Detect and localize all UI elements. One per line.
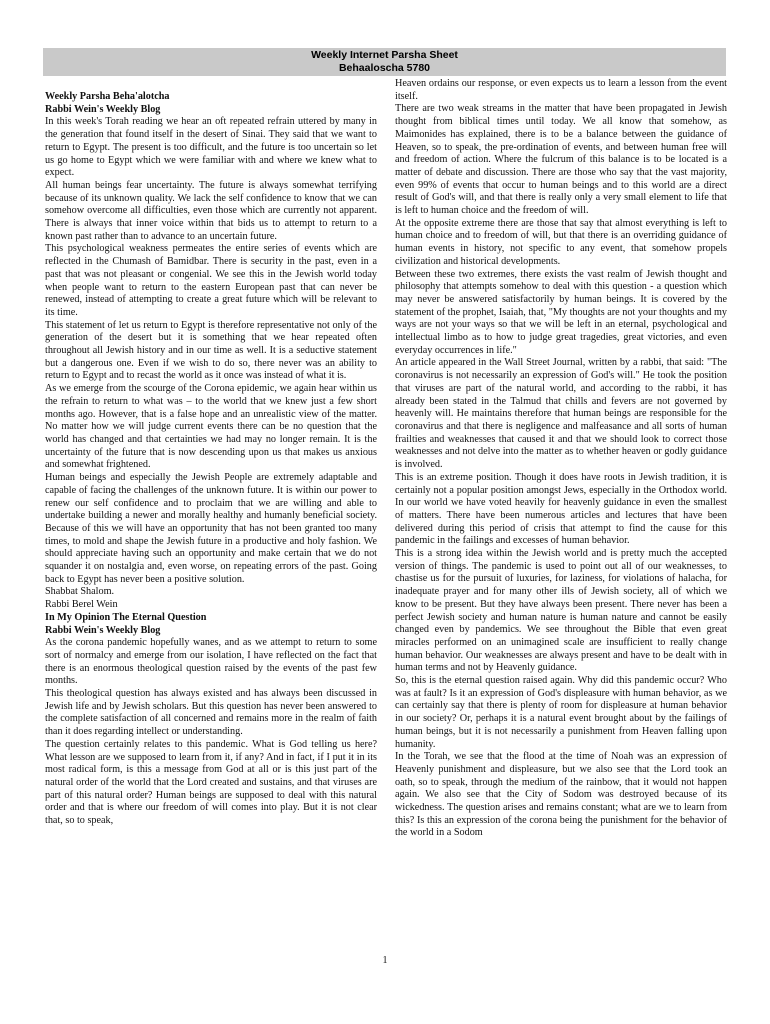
paragraph: As we emerge from the scourge of the Corona epidemic, we again hear within us the refrain to return to what was – to the world that we knew just a few short months ago. However, that is a false hope and an unrealistic view of the matter. No matter how we will judge current events there can be no question that the world has changed and that certainties we had may no longer remain. It is the uncertainty of the future that is now descending upon us that makes us anxious and somewhat frightened. [45, 383, 377, 471]
sheet-header [43, 48, 726, 76]
article-title: Weekly Parsha Beha'alotcha [45, 91, 170, 102]
paragraph: This statement of let us return to Egypt is therefore representative not only of the generation of the desert but it is something that we hear repeated often throughout all Jewish history and in our time as well. It is a seductive statement but a dangerous one. Even if we wish to do so, there never was an ability to return to Egypt and to recast the world as it once was instead of what it is. [45, 319, 377, 382]
page-number: 1 [382, 955, 388, 966]
paragraph: So, this is the eternal question raised again. Why did this pandemic occur? Who was at fault? Is it an expression of God's displeasure with human behavior, as we can certainly say that there is plenty of room for displeasure at human behavior in our society? Or, perhaps it is a natural event brought about by the failings of human beings, but it is not necessarily a punishment from Heaven falling upon humanity. [395, 675, 727, 750]
paragraph: There are two weak streams in the matter that have been propagated in Jewish thought from biblical times until today. We all know that somehow, as Maimonides has explained, there is to be a balance between the guidance of Heaven, so to speak, the pre-ordination of events, and between human free will and freedom of action. Where the fulcrum of this balance is to be located is a matter of debate and discussion. There are those who say that the vast majority, even 99% of events that occur to human beings and to this world are a direct result of God's will, and that there is really only a very small element to life that is left to human choice and the freedom of will. [395, 103, 727, 217]
paragraph: This is a strong idea within the Jewish world and is pretty much the accepted version of things. The pandemic is used to point out all of our weaknesses, to chastise us for the pursuit of luxuries, for laziness, for violations of halacha, for inadequate prayer and for many other ills of Jewish society, all of which we know to be present. But they have always been present. There never has been a perfect Jewish society and human nature is human nature and cannot be easily changed even by pandemics. We see throughout the Bible that even great miracles performed on an unimagined scale are insufficient to really change human behavior. Our weaknesses are always present and have to be dealt with in human terms and not by Heavenly guidance. [395, 548, 727, 674]
paragraph: At the opposite extreme there are those that say that almost everything is left to human choice and to freedom of will, but that there is an overriding guidance of human events in history, not specific to any event, that somehow propels civilization and historical developments. [395, 217, 727, 267]
sheet-title: Weekly Internet Parsha Sheet [311, 49, 458, 61]
paragraph: As the corona pandemic hopefully wanes, and as we attempt to return to some sort of normalcy and emerge from our isolation, I have reflected on the fact that there is an enormous theological question raised by the events of the past few months. [45, 637, 377, 687]
closing-greeting: Shabbat Shalom. [45, 586, 115, 598]
right-column [395, 78, 727, 840]
left-column [45, 91, 377, 828]
article-title: In My Opinion The Eternal Question [45, 611, 207, 623]
paragraph: In the Torah, we see that the flood at the time of Noah was an expression of Heavenly punishment and displeasure, but we also see that the Lord took an oath, so to speak, through the medium of the rainbow, that it would not happen again. We also see that the City of Sodom was destroyed because of its wickedness. The question arises and remains constant; what are we to learn from this? Is this an expression of the corona being the punishment for the behavior of the world in a Sodom [395, 751, 727, 839]
paragraph: All human beings fear uncertainty. The future is always somewhat terrifying because of its unknown quality. We lack the self confidence to know that we can somehow overcome all difficulties, even those which are currently not apparent. There is always that inner voice within that bids us to attempt to return to a known past rather than to advance to an uncertain future. [45, 179, 377, 242]
article-byline: Rabbi Wein's Weekly Blog [45, 103, 161, 115]
parsha-name: Behaaloscha 5780 [338, 61, 431, 74]
paragraph: This psychological weakness permeates the entire series of events which are reflected in the Chumash of Bamidbar. There is security in the past, even in a past that was not pleasant or congenial. We see this in the Jewish world today when people want to return to the eastern European past that can never be renewed, instead of attempting to create a great future which will be relevant to its time. [45, 243, 377, 318]
paragraph: Heaven ordains our response, or even expects us to learn a lesson from the event itself. [395, 78, 727, 102]
paragraph: An article appeared in the Wall Street Journal, written by a rabbi, that said: "The coronavirus is not necessarily an expression of God's will." He took the position that viruses are part of the natural world, and according to the rabbi, it has already been stated in the Talmud that chills and fevers are not governed by heavenly will. He maintains therefore that human beings are responsible for the coronavirus and that there is negligence and malfeasance and all sorts of human frailties and weaknesses that caused it and that we should look to correct those weaknesses and not delve into the matter as to whether heaven or godly guidance is involved. [395, 357, 727, 471]
paragraph: Between these two extremes, there exists the vast realm of Jewish thought and philosophy that attempts somehow to deal with this question - a question which may never be answered satisfactorily by human beings. It is covered by the statement of the prophet, Isaiah, that, "My thoughts are not your thoughts and my ways are not your ways so that we will be left in an eternal, psychological and intellectual limbo as to how to judge great tragedies, great victories, and even everyday occurrences in life." [395, 268, 727, 356]
paragraph: In this week's Torah reading we hear an oft repeated refrain uttered by many in the generation that found itself in the desert of Sinai. They said that we want to return to Egypt. The present is too difficult, and the future is too uncertain so let us go home to Egypt which we were familiar with and where we knew what to expect. [45, 116, 377, 179]
paragraph: The question certainly relates to this pandemic. What is God telling us here? What lesson are we supposed to learn from it, if any? And in fact, if I put it in its most radical form, is this a message from God at all or is this just part of the natural order of the world that the Lord created and sustains, and that viruses are part of this natural order? Human beings are supposed to deal with this natural order and that is where our freedom of will comes into play. But it is not clear that, so to speak, [45, 738, 377, 827]
paragraph: This theological question has always existed and has always been discussed in Jewish life and by Jewish scholars. But this question has never been answered to the complete satisfaction of all concerned and remains more in the realm of faith than it does regarding intellect or understanding. [45, 688, 377, 738]
author-signature: Rabbi Berel Wein [45, 599, 118, 611]
paragraph: Human beings and especially the Jewish People are extremely adaptable and capable of facing the challenges of the unknown future. It is within our power to renew our self confidence and to proclaim that we are willing and able to undertake building a newer and morally healthy and humanly beneficial society. Because of this we will have an opportunity that has not been granted too many times, to mold and shape the Jewish future in a productive and holy fashion. We should appreciate having such an opportunity and make certain that we do not squander it on nostalgia and, even worse, on repeating errors of the past. Going back to Egypt has never been a positive solution. [45, 472, 377, 585]
article-byline: Rabbi Wein's Weekly Blog [45, 624, 161, 636]
paragraph: This is an extreme position. Though it does have roots in Jewish tradition, it is certainly not a popular position amongst Jews, especially in the Orthodox world. In our world we have voted heavily for heavenly guidance in even the smallest of matters. There have been numerous articles and lectures that have been delivered during this period of crisis that attempt to find the cause for this pandemic in the failings and excesses of human behavior. [395, 471, 727, 547]
